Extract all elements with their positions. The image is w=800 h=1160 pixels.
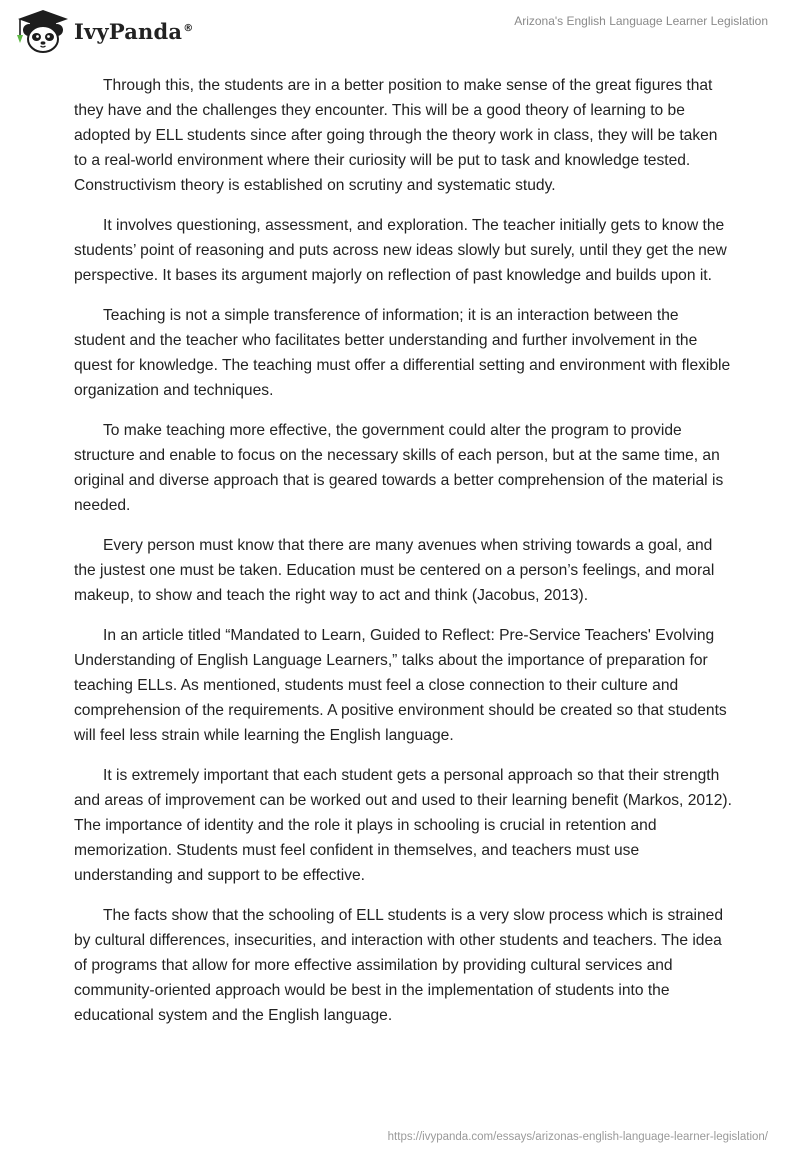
paragraph: It involves questioning, assessment, and exploration. The teacher initially gets to know the students’ point of reasoning and puts across new ideas slowly but surely, until they get the new perspective. It bases its argument majorly on reflection of past knowledge and builds upon it. [74,217,727,284]
paragraph: The facts show that the schooling of ELL students is a very slow process which is strained by cultural differences, insecurities, and interaction with other students and teachers. The idea of programs that allow for more effective assimilation by providing cultural services and community-oriented approach would be best in the implementation of students into the educational system and the English language. [74,907,724,1024]
paragraph: Teaching is not a simple transference of information; it is an interaction between the student and the teacher who facilitates better understanding and further involvement in the quest for knowledge. The teaching must offer a differential setting and environment with flexible organization and techniques. [74,307,731,399]
essay-body [74,73,734,1043]
paragraph: In an article titled “Mandated to Learn, Guided to Reflect: Pre-Service Teachers' Evolving Understanding of English Language Learners,” talks about the importance of preparation for teaching ELLs. As mentioned, students must feel a close connection to their culture and comprehension of the requirements. A positive environment should be created so that students will feel less strain while learning the English language. [74,627,727,744]
source-url-link[interactable]: https://ivypanda.com/essays/arizonas-english-language-learner-legislation/ [387,1131,768,1143]
logo-wordmark [74,19,193,44]
ivypanda-logo[interactable] [14,8,193,54]
paragraph: To make teaching more effective, the government could alter the program to provide structure and enable to focus on the necessary skills of each person, but at the same time, an original and diverse approach that is geared towards a better comprehension of the material is needed. [74,422,724,514]
page-header [0,0,800,64]
panda-graduate-icon [14,8,72,54]
logo-text: IvyPanda [74,18,183,44]
paragraph: It is extremely important that each student gets a personal approach so that their strength and areas of improvement can be worked out and used to their learning benefit (Markos, 2012). The importance of identity and the role it plays in schooling is crucial in retention and memorization. Students must feel confident in themselves, and teachers must use understanding and support to be effective. [74,767,732,884]
document-title: Arizona's English Language Learner Legislation [514,14,768,28]
registered-mark: ® [183,22,194,34]
paragraph: Through this, the students are in a better position to make sense of the great figures that they have and the challenges they encounter. This will be a good theory of learning to be adopted by ELL students since after going through the theory work in class, they will be taken to a real-world environment where their curiosity will be put to task and knowledge tested. Constructivism theory is established on scrutiny and systematic study. [74,77,718,194]
paragraph: Every person must know that there are many avenues when striving towards a goal, and the justest one must be taken. Education must be centered on a person’s feelings, and moral makeup, to show and teach the right way to act and think (Jacobus, 2013). [74,537,715,604]
